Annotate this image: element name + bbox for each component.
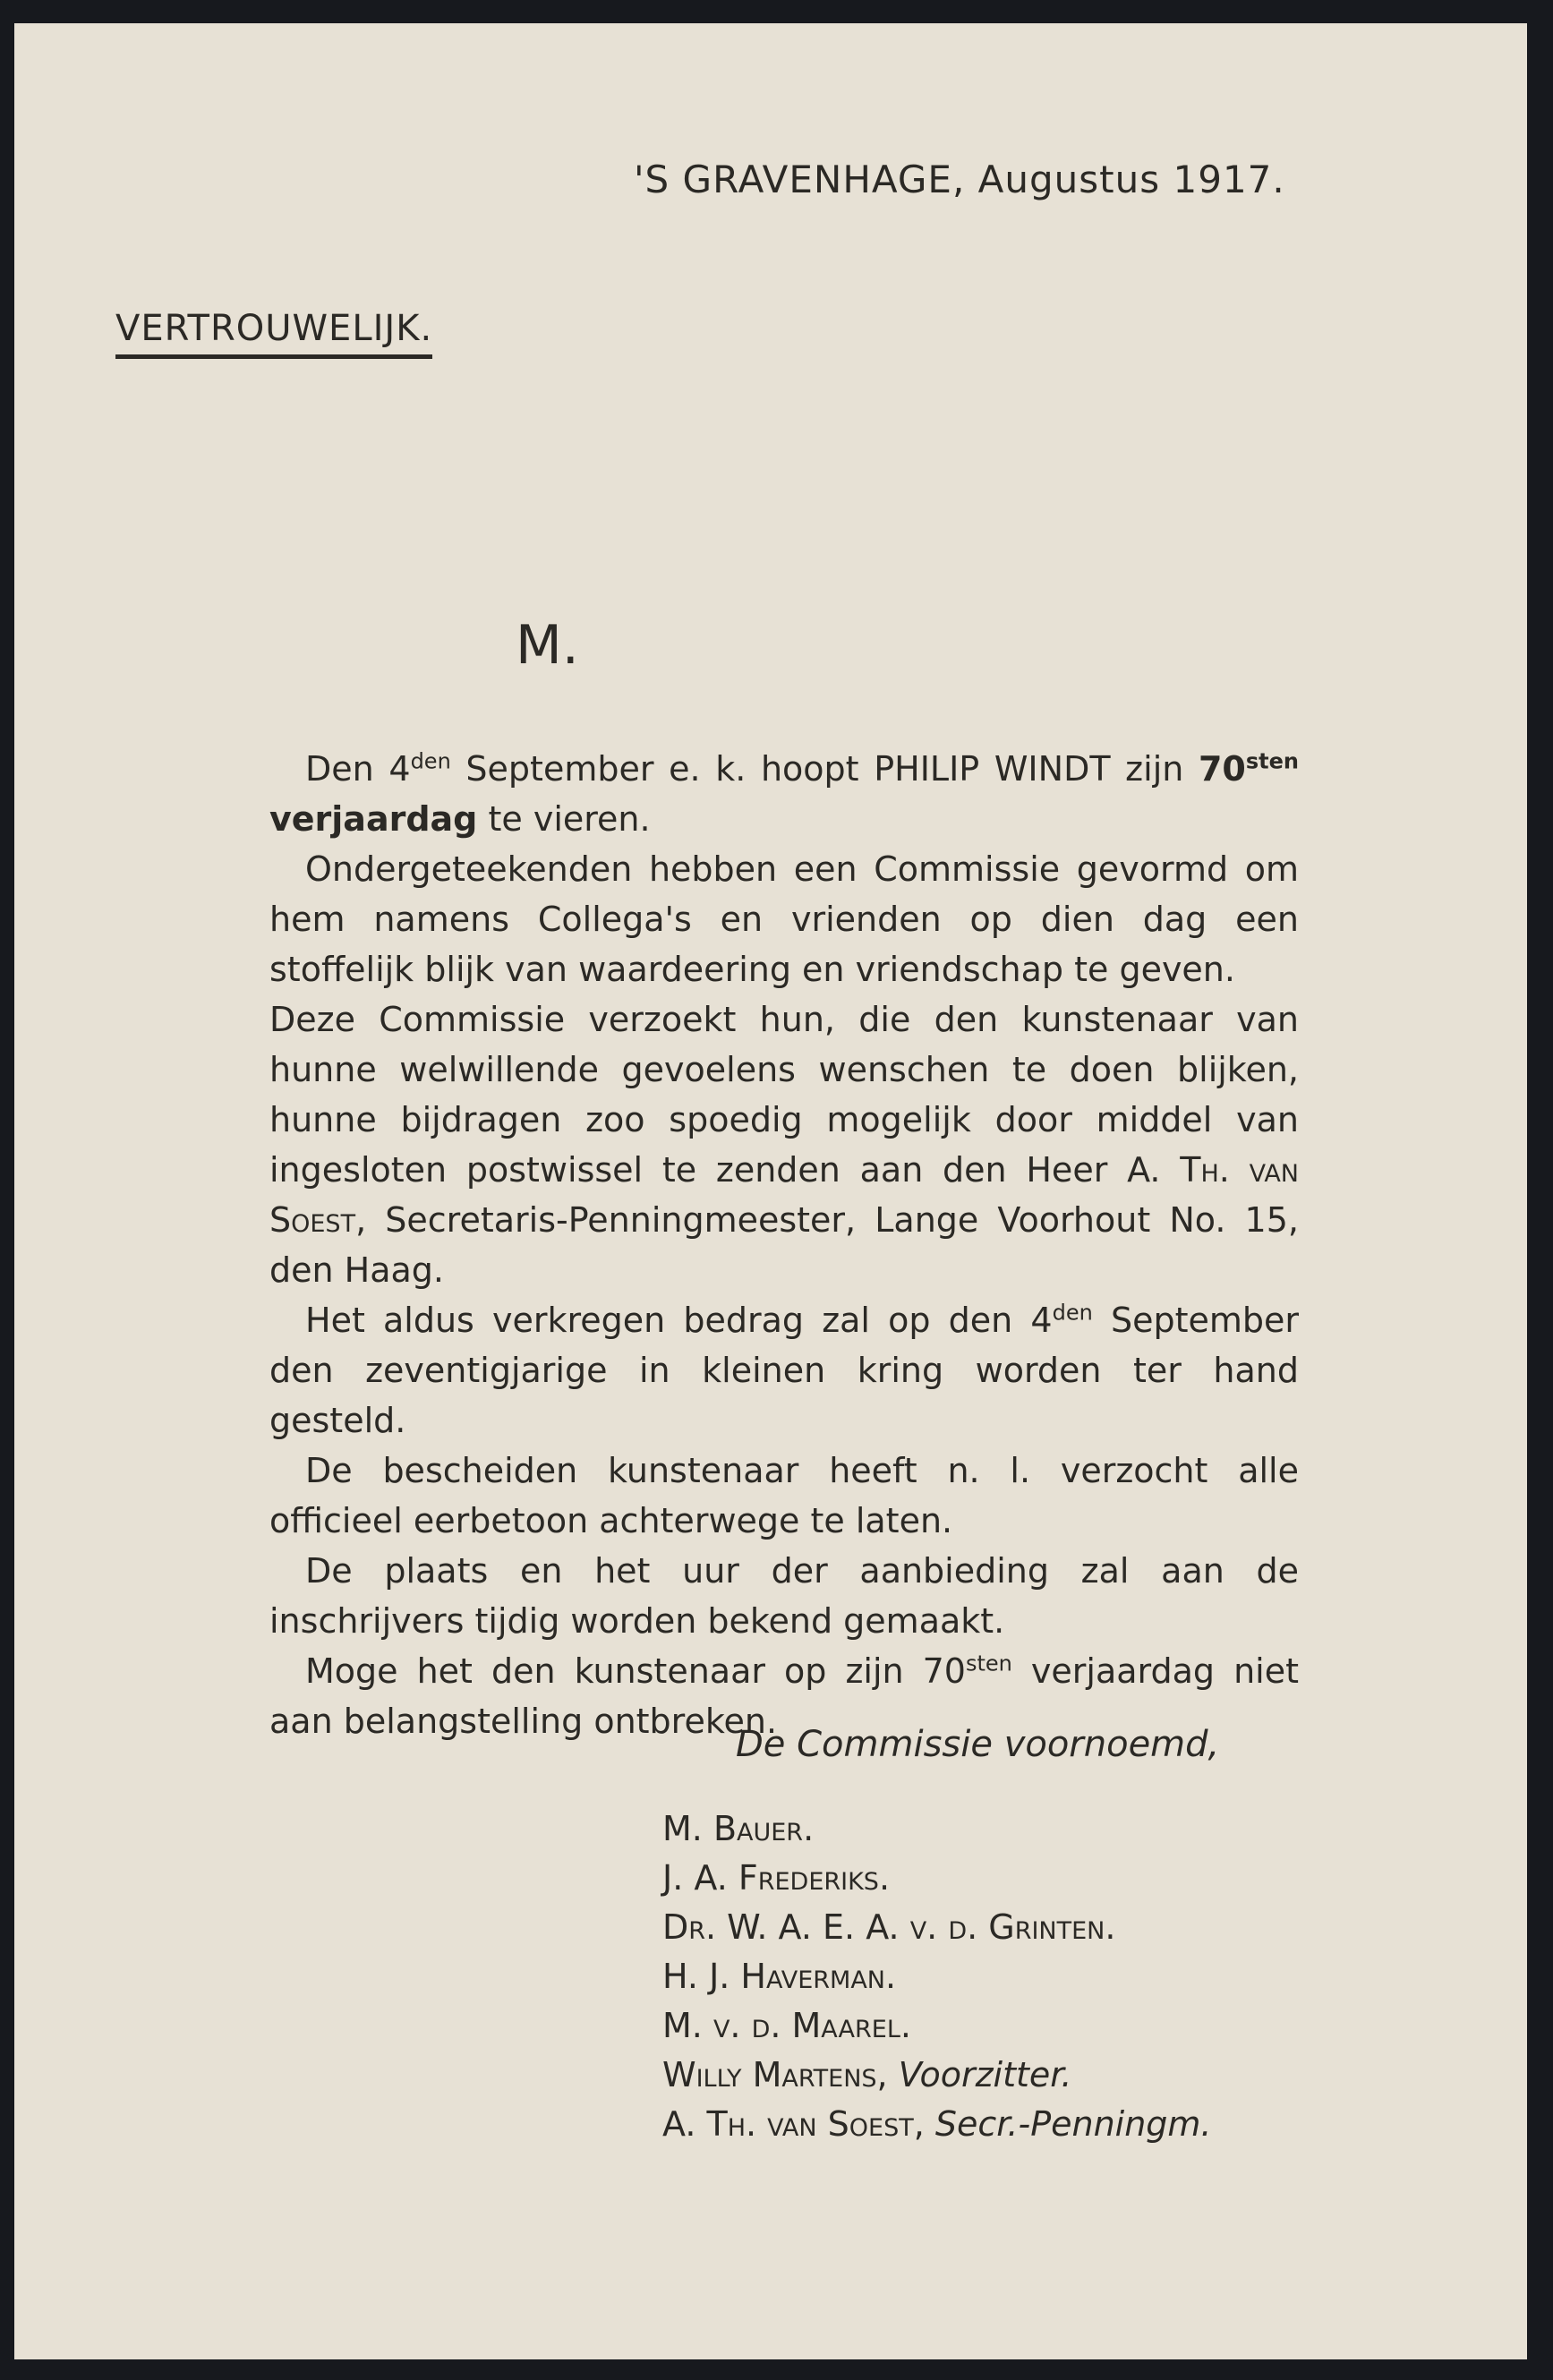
letter-sheet <box>14 23 1527 2359</box>
signatory: Dr. W. A. E. A. v. d. Grinten. <box>662 1907 1116 1947</box>
confidential-heading: VERTROUWELIJK. <box>115 308 432 359</box>
paragraph-2: Ondergeteekenden hebben een Commissie gevormd om hem namens Collega's en vrienden op dien dag een stoffelijk blijk van waardeering en vriendschap te geven. <box>269 849 1299 989</box>
paragraph-1: Den $4^{den}$ September e. k. hoopt PHILIP WINDT zijn $70^{sten}$ verjaardag te vieren. <box>269 748 1299 839</box>
dateline: 'S GRAVENHAGE, Augustus 1917. <box>634 158 1285 201</box>
paragraph-7: Moge het den kunstenaar op zijn $70^{sten}$ verjaardag niet aan belangstelling ontbreken. <box>269 1651 1300 1741</box>
signatory: Willy Martens, Voorzitter. <box>662 2055 1072 2094</box>
treasurer-name: A. Th. van Soest <box>269 1150 1299 1240</box>
paragraph-3: Deze Commissie verzoekt hun, die den kunstenaar van hunne welwillende gevoelens wenschen te doen blijken, hunne bijdragen zoo spoedig mogelijk door middel van ingesloten postwissel te zenden aan den Heer A. Th. van Soest, Secretaris-Penningmeester, Lange Voorhout No. 15, den Haag. <box>269 1000 1299 1290</box>
paragraph-4: Het aldus verkregen bedrag zal op den $4^{den}$ September den zeventigjarige in kleinen kring worden ter hand gesteld. <box>269 1300 1299 1440</box>
closing-line: De Commissie voornoemd, <box>736 1724 1220 1765</box>
signatory: A. Th. van Soest, Secr.-Penningm. <box>662 2104 1212 2144</box>
salutation: M. <box>516 614 579 677</box>
signatory: J. A. Frederiks. <box>662 1858 891 1898</box>
paragraph-6: De plaats en het uur der aanbieding zal aan de inschrijvers tijdig worden bekend gemaakt. <box>269 1551 1299 1641</box>
signatory: M. v. d. Maarel. <box>662 2006 911 2045</box>
signatory: M. Bauer. <box>662 1809 815 1848</box>
letter-body <box>269 744 1299 1746</box>
signatory-list <box>662 1804 1212 2149</box>
paragraph-5: De bescheiden kunstenaar heeft n. l. verzocht alle officieel eerbetoon achterwege te laten. <box>269 1451 1299 1540</box>
signatory: H. J. Haverman. <box>662 1957 897 1996</box>
